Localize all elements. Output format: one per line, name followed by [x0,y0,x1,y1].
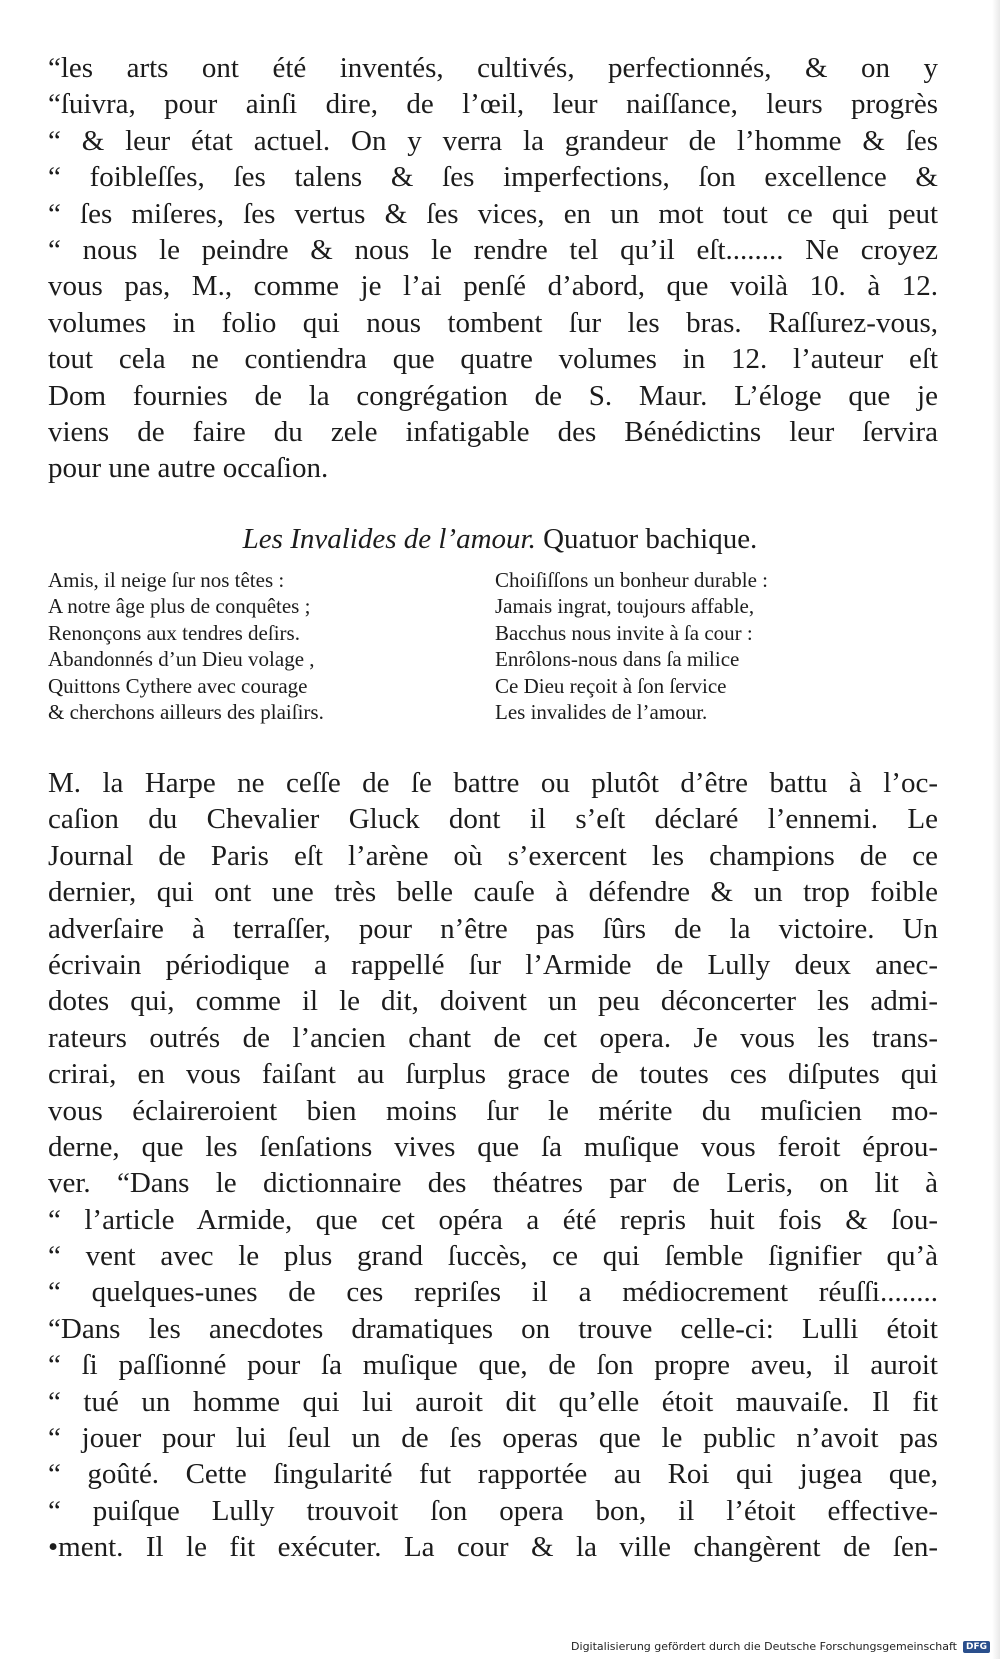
poem-right-column [495,567,915,725]
digitization-credit [571,1640,990,1653]
text-line: dotes qui, comme il le dit, doivent un peu déconcerter les admi- [48,985,938,1018]
verse-line: Renonçons aux tendres deſirs. [48,620,300,645]
credit-text: Digitalisierung gefördert durch die Deutsche Forschungsgemeinschaft [571,1640,957,1653]
text-line: “ ſes miſeres, ſes vertus & ſes vices, en un mot tout ce qui peut [48,197,938,230]
text-line: “ & leur état actuel. On y verra la grandeur de l’homme & ſes [48,124,938,157]
verse-line: Ce Dieu reçoit à ſon ſervice [495,673,727,698]
verse-line: A notre âge plus de conquêtes ; [48,594,311,619]
text-line: vous pas, M., comme je l’ai penſé d’abord, que voilà 10. à 12. [48,270,938,303]
text-line: pour une autre occaſion. [48,452,329,485]
text-line: Dom fournies de la congrégation de S. Maur. L’éloge que je [48,379,938,412]
text-line: “ foibleſſes, ſes talens & ſes imperfections, ſon excellence & [48,161,938,194]
verse-line: Quittons Cythere avec courage [48,673,308,698]
verse-line: Abandonnés d’un Dieu volage , [48,647,315,672]
verse-line: Choiſiſſons un bonheur durable : [495,568,768,592]
poem-title [0,521,1000,557]
poem-title-roman: Quatuor bachique. [543,523,758,555]
text-line: adverſaire à terraſſer, pour n’être pas ſûrs de la victoire. Un [48,912,938,945]
text-line: derne, que les ſenſations vives que ſa muſique vous feroit éprou- [48,1130,938,1163]
text-line: “ſuivra, pour ainſi dire, de l’œil, leur naiſſance, leurs progrès [48,88,938,121]
text-line: volumes in folio qui nous tombent ſur les bras. Raſſurez-vous, [48,306,938,339]
text-line: •ment. Il le fit exécuter. La cour & la ville changèrent de ſen- [48,1531,938,1564]
text-line: “ quelques-unes de ces repriſes il a médiocrement réuſſi........ [48,1276,938,1309]
text-line: “ nous le peindre & nous le rendre tel qu’il eſt........ Ne croyez [48,233,938,266]
verse-line: Jamais ingrat, toujours affable, [495,594,755,619]
text-line: rateurs outrés de l’ancien chant de cet opera. Je vous les trans- [48,1021,938,1054]
text-line: “ goûté. Cette ſingularité fut rapportée au Roi qui jugea que, [48,1458,938,1491]
text-line: ver. “Dans le dictionnaire des théatres par de Leris, on lit à [48,1167,938,1200]
text-line: M. la Harpe ne ceſſe de ſe battre ou plutôt d’être battu à l’oc- [48,767,938,799]
poem-left-column [48,567,468,725]
text-line: tout cela ne contiendra que quatre volumes in 12. l’auteur eſt [48,343,938,376]
poem-title-italic: Les Invalides de l’amour. [242,523,536,555]
text-line: “ tué un homme qui lui auroit dit qu’elle étoit mauvaiſe. Il fit [48,1385,938,1418]
dfg-logo: DFG [963,1641,990,1653]
text-line: “ ſi paſſionné pour ſa muſique que, de ſon propre aveu, il auroit [48,1349,938,1382]
text-line: Journal de Paris eſt l’arène où s’exercent les champions de ce [48,839,938,872]
text-line: dernier, qui ont une très belle cauſe à défendre & un trop foible [48,876,938,909]
page-edge [992,0,1000,1659]
text-line: “ jouer pour lui ſeul un de ſes operas que le public n’avoit pas [48,1422,938,1455]
verse-line: Bacchus nous invite à ſa cour : [495,620,753,645]
text-line: caſion du Chevalier Gluck dont il s’eſt déclaré l’ennemi. Le [48,803,938,836]
verse-line: Les invalides de l’amour. [495,699,708,724]
paragraph-la-harpe [48,765,938,1566]
verse-line: Amis, il neige ſur nos têtes : [48,568,285,592]
text-line: “Dans les anecdotes dramatiques on trouve celle-ci: Lulli étoit [48,1312,938,1345]
verse-line: & cherchons ailleurs des plaiſirs. [48,699,324,724]
text-line: viens de faire du zele infatigable des Bénédictins leur ſervira [48,415,938,448]
text-line: “ vent avec le plus grand ſuccès, ce qui ſemble ſignifier qu’à [48,1240,938,1273]
text-line: “les arts ont été inventés, cultivés, perfectionnés, & on y [48,52,938,84]
text-line: écrivain périodique a rappellé ſur l’Armide de Lully deux anec- [48,948,938,981]
text-line: “ puiſque Lully trouvoit ſon opera bon, il l’étoit effective- [48,1494,938,1527]
text-line: crirai, en vous faiſant au ſurplus grace de toutes ces diſputes qui [48,1058,938,1091]
text-line: “ l’article Armide, que cet opéra a été repris huit fois & ſou- [48,1203,938,1236]
text-line: vous éclaireroient bien moins ſur le mérite du muſicien mo- [48,1094,938,1127]
verse-line: Enrôlons-nous dans ſa milice [495,647,740,672]
paragraph-encyclopedia [48,50,938,487]
